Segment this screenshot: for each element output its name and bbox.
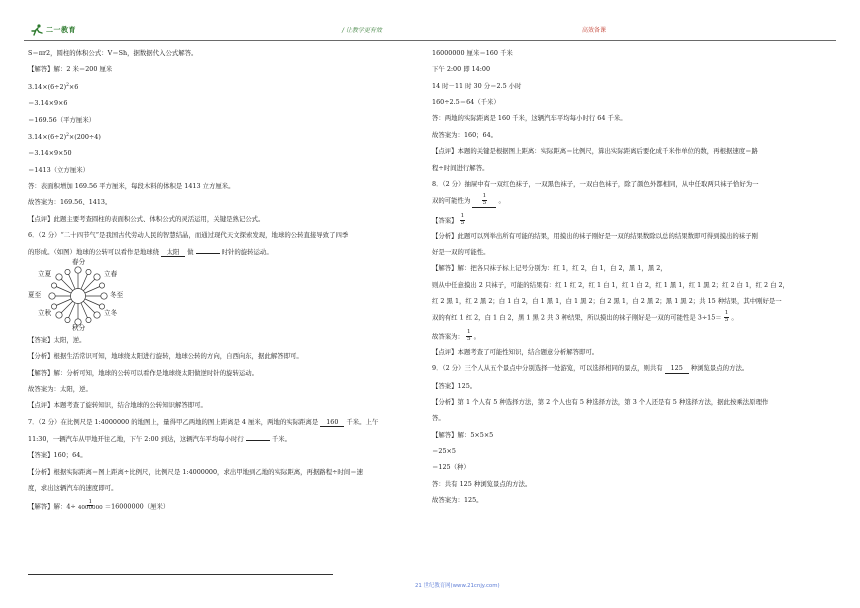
answer-blank: 125 <box>665 365 689 373</box>
text-line: 160÷2.5＝64（千米） <box>432 98 500 107</box>
answer-line: 【答案】125。 <box>432 381 477 390</box>
label-lixia: 立夏 <box>38 269 52 278</box>
footer-divider <box>28 574 333 575</box>
runner-logo-icon <box>30 24 44 36</box>
analysis-line-2: 答。 <box>432 414 445 423</box>
label-chunfen: 春分 <box>72 257 86 266</box>
solar-terms-diagram <box>28 259 148 333</box>
label-lidong: 立冬 <box>104 308 118 317</box>
text-line: 14 时－11 时 30 分＝2.5 小时 <box>432 81 522 90</box>
text-line: 故答案为：太阳，逆。 <box>28 385 92 393</box>
answer-blank: 太阳 <box>161 249 185 257</box>
question-7: 7．（2 分）在比例尺是 1:4000000 的地图上，量得甲乙两地的图上距离是 4 厘米，两地的实际距离是 160 千米。上午 <box>28 417 379 426</box>
footer-source[interactable]: 21 世纪教育网(www.21cnjy.com) <box>415 583 500 589</box>
solution-line: 【解答】解：分析可知，地球的公转可以看作是地球绕太阳做逆时针的旋转运动。 <box>28 368 259 377</box>
comment-line: 【点评】本题考查了可能性知识，结合题意分析解答即可。 <box>432 347 599 356</box>
question-7-line-2: 11:30，一辆汽车从甲地开往乙地，下午 2:00 到达，这辆汽车平均每小时行 千米。 <box>28 435 292 444</box>
question-9: 9．（2 分）三个人从五个景点中分别选择一处游览，可以选择相同的景点，则共有 125 种浏览景点的方法。 <box>432 364 749 373</box>
solution-line: 红 2 黑 1，红 2 黑 2；白 1 白 2，白 1 黑 1，白 1 黑 2；白 2 黑 1，白 2 黑 2；黑 1 黑 2；共 15 种结果，其中刚好是一 <box>432 297 782 306</box>
label-xiazhi: 夏至 <box>28 290 42 299</box>
analysis-line: 【分析】第 1 个人有 5 种选择方法，第 2 个人也有 5 种选择方法，第 3 个人还是有 5 种选择方法，据此按乘法原理作 <box>432 397 769 406</box>
text-line: 【解答】解：2 米＝200 厘米 <box>28 65 113 74</box>
fraction: $\frac{1}{5}$ <box>460 212 465 226</box>
header-divider <box>24 40 836 41</box>
text-line: 故答案为： $\frac{1}{5}$ 。 <box>432 329 480 343</box>
solution-line: 【解答】解：5×5×5 <box>432 430 494 439</box>
formula-line: $3.14\times(6\div 2)^2\times 6$ <box>28 82 79 91</box>
answer-line: 【答案】太阳，逆。 <box>28 335 86 344</box>
solution-line: ＝125（种） <box>432 463 470 472</box>
text-line: S＝πr2，圆柱的体积公式：V＝Sh，据数据代入公式解答。 <box>28 49 198 57</box>
answer-blank: 160 <box>320 419 344 427</box>
text-line: 答：表面积增加 169.56 平方厘米，每段木料的体积是 1413 立方厘米。 <box>28 182 235 191</box>
comment-line: 【点评】本题的关键是根据图上距离：实际距离＝比例尺，算出实际距离后要化成千米作单位的数，再根据速度＝路 <box>432 147 758 156</box>
label-qiufen: 秋分 <box>72 323 86 332</box>
text-line: ＝3.14×9×50 <box>28 149 72 158</box>
label-lichun: 立春 <box>104 269 118 278</box>
fraction: $\frac{1}{5}$ <box>467 329 471 343</box>
text-line: 故答案为：125。 <box>432 496 483 505</box>
text-line: 故答案为：169.56、1413。 <box>28 198 112 207</box>
formula-line: $3.14\times(6\div 2)^2\times(200\div 4)$ <box>28 132 101 142</box>
text-line: 16000000 厘米＝160 千米 <box>432 49 513 57</box>
fraction: $\frac{1}{5}$ <box>482 193 487 207</box>
logo-text: 二一教育 <box>46 25 76 34</box>
question-8: 8．（2 分）抽屉中有一双红色袜子，一双黑色袜子，一双白色袜子，除了颜色外都相同，从中任取两只袜子恰好为一 <box>432 179 759 188</box>
comment-line-2: 程÷时间进行解答。 <box>432 163 489 172</box>
page-header <box>24 24 836 40</box>
question-6-blank-line: 的形成。（如图）地球的公转可以看作是地球绕 太阳 做 时针的旋转运动。 <box>28 247 273 256</box>
header-right-text: 高效备课 <box>582 27 607 34</box>
answer-line: 【答案】 $\frac{1}{5}$ <box>432 212 465 226</box>
solution-line: 【解答】解：把各只袜子标上记号分别为：红 1，红 2，白 1，白 2，黑 1，黑 2， <box>432 264 667 273</box>
fraction: $\frac{1}{5}$ <box>724 310 729 324</box>
logo <box>30 24 76 36</box>
answer-blank <box>196 253 220 254</box>
analysis-line: 【分析】此题可以列举出所有可能的结果，用摸出的袜子刚好是一双的结果数除以总的结果数即可得到摸出的袜子刚 <box>432 231 758 240</box>
answer-blank <box>246 440 270 441</box>
analysis-line-2: 度，求出这辆汽车的速度即可。 <box>28 484 118 493</box>
text-line: ＝3.14×9×6 <box>28 99 68 108</box>
question-8-line-2: 双的可能性为 $\frac{1}{5}$ 。 <box>432 193 505 207</box>
text-line: 答：共有 125 种浏览景点的方法。 <box>432 479 532 488</box>
text-line: 下午 2:00 即 14:00 <box>432 65 491 74</box>
label-dongzhi: 冬至 <box>110 290 124 299</box>
answer-line: 【答案】160；64。 <box>28 451 87 460</box>
text-line: 故答案为：160；64。 <box>432 130 498 139</box>
answer-blank <box>472 194 496 208</box>
text-line: 答：两地的实际距离是 160 千米，这辆汽车平均每小时行 64 千米。 <box>432 114 627 123</box>
left-column <box>28 48 408 512</box>
solution-line: 双的有红 1 红 2，白 1 白 2，黑 1 黑 2 共 3 种结果，所以摸出的袜子刚好是一双的可能性是 3÷15＝ $\frac{1}{5}$ 。 <box>432 310 738 324</box>
header-slogan: / 让教学更有效 <box>342 27 382 34</box>
analysis-line-2: 好是一双的可能性。 <box>432 248 490 257</box>
right-column <box>432 48 812 505</box>
text-line: 【点评】此题主要考查圆柱的表面积公式、体积公式的灵活运用，关键是熟记公式。 <box>28 214 265 223</box>
text-line: ＝1413（立方厘米） <box>28 165 89 174</box>
text-line: ＝169.56（平方厘米） <box>28 115 96 124</box>
solution-line: ＝25×5 <box>432 447 456 456</box>
label-liqiu: 立秋 <box>38 308 52 317</box>
analysis-line: 【分析】根据生活常识可知，地球绕太阳进行旋转，地球公转的方向，自西向东，据此解答即可。 <box>28 352 303 361</box>
comment-line: 【点评】本题考查了旋转知识，结合地球的公转知识解答即可。 <box>28 401 207 410</box>
analysis-line: 【分析】根据实际距离＝图上距离÷比例尺，比例尺是 1:4000000，求出甲地到乙地的实际距离，再据路程÷时间＝速 <box>28 467 363 476</box>
solution-line: 【解答】解：4÷ $\frac{1}{4000000}$ ＝16000000（厘米） <box>28 498 170 512</box>
question-6: 6．（2 分）“二十四节气”是我国古代劳动人民的智慧结晶，而通过现代天文探索发现，地球的公转直接导致了四季 <box>28 231 349 240</box>
fraction: $\frac{1}{4000000}$ <box>77 498 103 512</box>
solution-line: 则从中任意摸出 2 只袜子，可能的结果有：红 1 红 2，红 1 白 1，红 1 白 2，红 1 黑 1，红 1 黑 2；红 2 白 1，红 2 白 2， <box>432 280 789 289</box>
